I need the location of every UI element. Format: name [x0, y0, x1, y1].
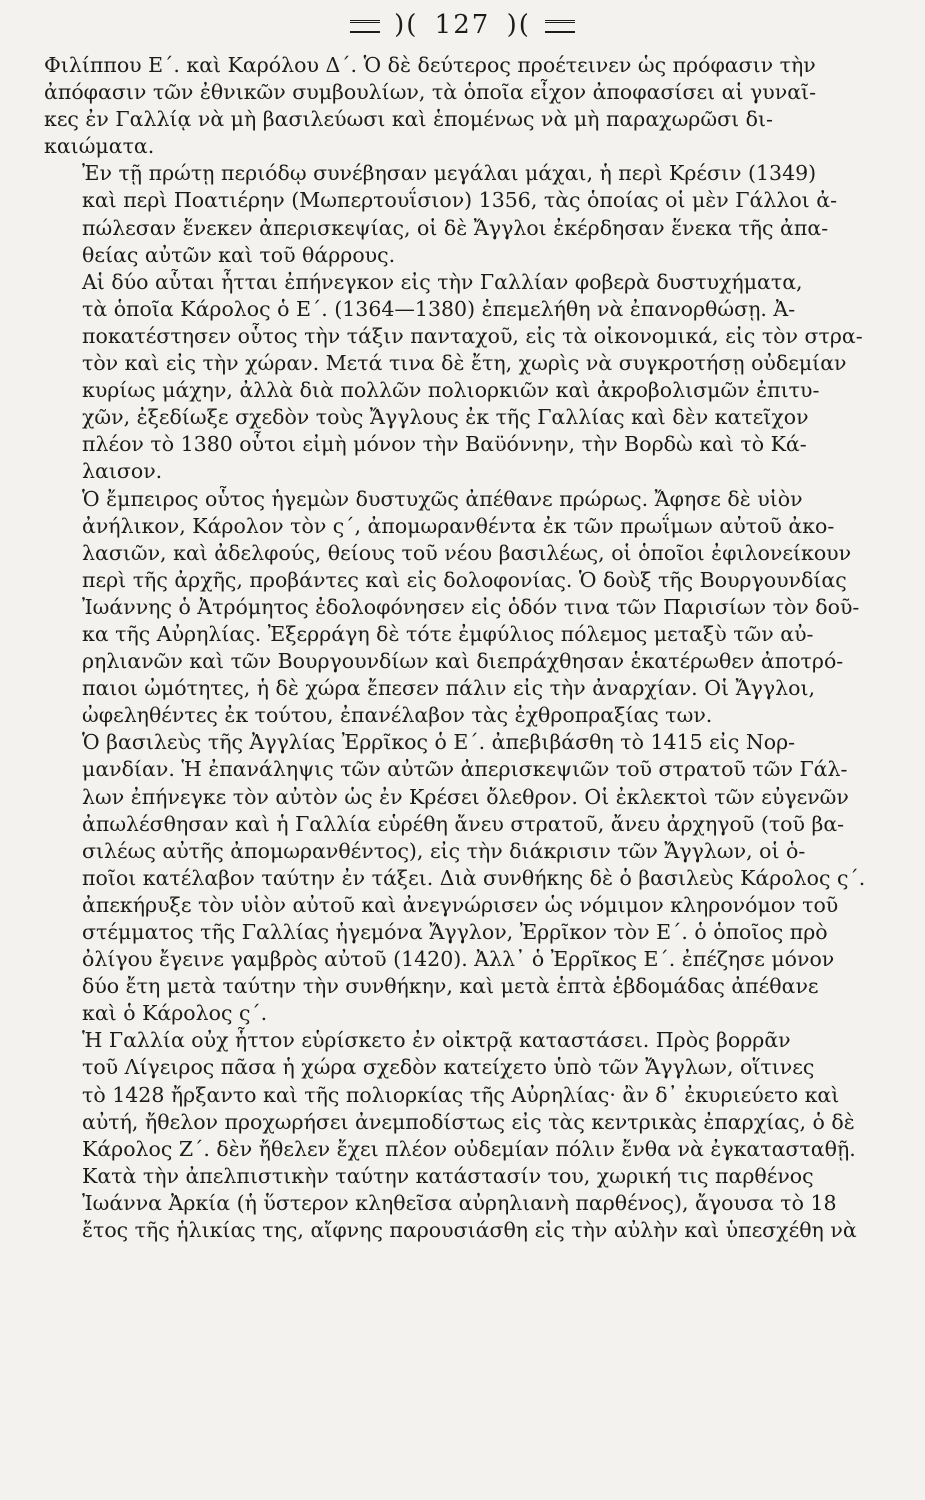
- page-header: [0, 10, 925, 40]
- text-line: μανδίαν. Ἡ ἐπανάληψις τῶν αὐτῶν ἀπερισκεψιῶν τοῦ στρατοῦ τῶν Γάλ-: [82, 757, 848, 782]
- text-line: θείας αὐτῶν καὶ τοῦ θάρρους.: [82, 242, 396, 267]
- text-line: ὀλίγου ἔγεινε γαμβρὸς αὐτοῦ (1420). Ἀλλ᾽ ὁ Ἐρρῖκος Ε΄. ἐπέζησε μόνον: [82, 947, 835, 972]
- text-line: καὶ περὶ Ποατιέρην (Μωπερτουΐσιον) 1356, τὰς ὁποίας οἱ μὲν Γάλλοι ἀ-: [82, 188, 838, 213]
- text-line: ρηλιανῶν καὶ τῶν Βουργουνδίων καὶ διεπράχθησαν ἑκατέρωθεν ἀποτρό-: [82, 649, 844, 674]
- paragraph-7: [44, 1163, 894, 1244]
- text-line: λων ἐπήνεγκε τὸν αὐτὸν ὡς ἐν Κρέσει ὄλεθρον. Οἱ ἐκλεκτοὶ τῶν εὐγενῶν: [82, 784, 849, 809]
- paren-left: )(: [394, 10, 419, 40]
- text-line: Κάρολος Ζ΄. δὲν ἤθελεν ἔχει πλέον οὐδεμίαν πόλιν ἔνθα νὰ ἐγκατασταθῇ.: [82, 1136, 856, 1161]
- text-line: Φιλίππου Ε΄. καὶ Καρόλου Δ΄. Ὁ δὲ δεύτερος προέτεινεν ὡς πρόφασιν τὴν: [44, 53, 816, 77]
- text-line: καιώματα.: [44, 134, 155, 159]
- text-line: λασιῶν, καὶ ἀδελφούς, θείους τοῦ νέου βασιλέως, οἱ ὁποῖοι ἐφιλονείκουν: [82, 540, 852, 565]
- text-line: ὠφεληθέντες ἐκ τούτου, ἐπανέλαβον τὰς ἐχθροπραξίας των.: [82, 703, 713, 728]
- text-line: πώλεσαν ἕνεκεν ἀπερισκεψίας, οἱ δὲ Ἄγγλοι ἐκέρδησαν ἕνεκα τῆς ἀπα-: [82, 215, 829, 240]
- paren-right: )(: [506, 10, 531, 40]
- text-line: περὶ τῆς ἀρχῆς, προβάντες καὶ εἰς δολοφονίας. Ὁ δοὺξ τῆς Βουργουνδίας: [82, 567, 847, 592]
- header-ornament-right: [545, 20, 575, 33]
- paragraph-3: [44, 269, 894, 486]
- text-line: Ὁ βασιλεὺς τῆς Ἀγγλίας Ἐρρῖκος ὁ Ε΄. ἀπεβιβάσθη τὸ 1415 εἰς Νορ-: [82, 730, 796, 755]
- text-line: χῶν, ἐξεδίωξε σχεδὸν τοὺς Ἄγγλους ἐκ τῆς Γαλλίας καὶ δὲν κατεῖχον: [82, 405, 809, 430]
- paragraph-6: [44, 1027, 894, 1162]
- text-line: τὸ 1428 ἤρξαντο καὶ τῆς πολιορκίας τῆς Αὐρηλίας· ἂν δ᾽ ἐκυριεύετο καὶ: [82, 1082, 840, 1107]
- text-line: ἔτος τῆς ἡλικίας της, αἴφνης παρουσιάσθη εἰς τὴν αὐλὴν καὶ ὑπεσχέθη νὰ: [82, 1218, 857, 1243]
- text-line: αὐτή, ἤθελον προχωρήσει ἀνεμποδίστως εἰς τὰς κεντρικὰς ἐπαρχίας, ὁ δὲ: [82, 1109, 855, 1134]
- page-number: 127: [434, 10, 491, 40]
- text-line: Ἰωάννης ὁ Ἀτρόμητος ἐδολοφόνησεν εἰς ὁδόν τινα τῶν Παρισίων τὸν δοῦ-: [82, 594, 860, 619]
- text-line: πλέον τὸ 1380 οὗτοι εἰμὴ μόνον τὴν Βαϋόννην, τὴν Βορδὼ καὶ τὸ Κά-: [82, 432, 807, 457]
- text-line: Ὁ ἔμπειρος οὗτος ἡγεμὼν δυστυχῶς ἀπέθανε πρώρως. Ἄφησε δὲ υἱὸν: [82, 486, 803, 511]
- text-line: κα τῆς Αὐρηλίας. Ἐξερράγη δὲ τότε ἐμφύλιος πόλεμος μεταξὺ τῶν αὐ-: [82, 621, 814, 646]
- text-line: κυρίως μάχην, ἀλλὰ διὰ πολλῶν πολιορκιῶν καὶ ἀκροβολισμῶν ἐπιτυ-: [82, 378, 820, 403]
- text-line: Ἡ Γαλλία οὐχ ἧττον εὑρίσκετο ἐν οἰκτρᾷ καταστάσει. Πρὸς βορρᾶν: [82, 1028, 791, 1053]
- text-line: σιλέως αὐτῆς ἀπομωρανθέντος), εἰς τὴν διάκρισιν τῶν Ἄγγλων, οἱ ὁ-: [82, 838, 806, 863]
- body-text: [44, 52, 894, 1244]
- text-line: κες ἐν Γαλλίᾳ νὰ μὴ βασιλεύωσι καὶ ἑπομένως νὰ μὴ παραχωρῶσι δι-: [44, 107, 773, 132]
- text-line: ποκατέστησεν οὗτος τὴν τάξιν πανταχοῦ, εἰς τὰ οἰκονομικά, εἰς τὸν στρα-: [82, 323, 863, 348]
- text-line: ποῖοι κατέλαβον ταύτην ἐν τάξει. Διὰ συνθήκης δὲ ὁ βασιλεὺς Κάρολος ς΄.: [82, 865, 866, 890]
- text-line: ἀπωλέσθησαν καὶ ἡ Γαλλία εὑρέθη ἄνευ στρατοῦ, ἄνευ ἀρχηγοῦ (τοῦ βα-: [82, 811, 845, 836]
- text-line: παιοι ὠμότητες, ἡ δὲ χώρα ἔπεσεν πάλιν εἰς τὴν ἀναρχίαν. Οἱ Ἄγγλοι,: [82, 676, 816, 701]
- paragraph-5: [44, 729, 894, 1027]
- text-line: Αἱ δύο αὗται ἧτται ἐπήνεγκον εἰς τὴν Γαλλίαν φοβερὰ δυστυχήματα,: [82, 269, 803, 294]
- text-line: καὶ ὁ Κάρολος ς΄.: [82, 1001, 268, 1026]
- text-line: ἀπόφασιν τῶν ἐθνικῶν συμβουλίων, τὰ ὁποῖα εἶχον ἀποφασίσει αἱ γυναῖ-: [44, 80, 817, 105]
- text-line: λαισον.: [82, 459, 163, 484]
- paragraph-4: [44, 486, 894, 730]
- text-line: ἀπεκήρυξε τὸν υἱὸν αὐτοῦ καὶ ἀνεγνώρισεν ὡς νόμιμον κληρονόμον τοῦ: [82, 892, 839, 917]
- text-line: τὸν καὶ εἰς τὴν χώραν. Μετά τινα δὲ ἔτη, χωρὶς νὰ συγκροτήσῃ οὐδεμίαν: [82, 351, 847, 376]
- paragraph-2: [44, 160, 894, 268]
- text-line: Ἐν τῇ πρώτῃ περιόδῳ συνέβησαν μεγάλαι μάχαι, ἡ περὶ Κρέσιν (1349): [82, 161, 817, 186]
- text-line: Κατὰ τὴν ἀπελπιστικὴν ταύτην κατάστασίν του, χωρική τις παρθένος: [82, 1163, 814, 1188]
- text-line: Ἰωάννα Ἀρκία (ἡ ὕστερον κληθεῖσα αὐρηλιανὴ παρθένος), ἄγουσα τὸ 18: [82, 1190, 837, 1215]
- text-line: δύο ἔτη μετὰ ταύτην τὴν συνθήκην, καὶ μετὰ ἑπτὰ ἑβδομάδας ἀπέθανε: [82, 974, 819, 999]
- text-line: ἀνήλικον, Κάρολον τὸν ς΄, ἀπομωρανθέντα ἐκ τῶν πρωΐμων αὐτοῦ ἀκο-: [82, 513, 835, 538]
- header-ornament-left: [350, 20, 380, 33]
- text-line: τὰ ὁποῖα Κάρολος ὁ Ε΄. (1364—1380) ἐπεμελήθη νὰ ἐπανορθώσῃ. Ἀ-: [82, 296, 796, 321]
- text-line: τοῦ Λίγειρος πᾶσα ἡ χώρα σχεδὸν κατείχετο ὑπὸ τῶν Ἄγγλων, οἵτινες: [82, 1055, 815, 1080]
- text-line: στέμματος τῆς Γαλλίας ἡγεμόνα Ἄγγλον, Ἐρρῖκον τὸν Ε΄. ὁ ὁποῖος πρὸ: [82, 920, 828, 944]
- paragraph-1: [44, 52, 894, 160]
